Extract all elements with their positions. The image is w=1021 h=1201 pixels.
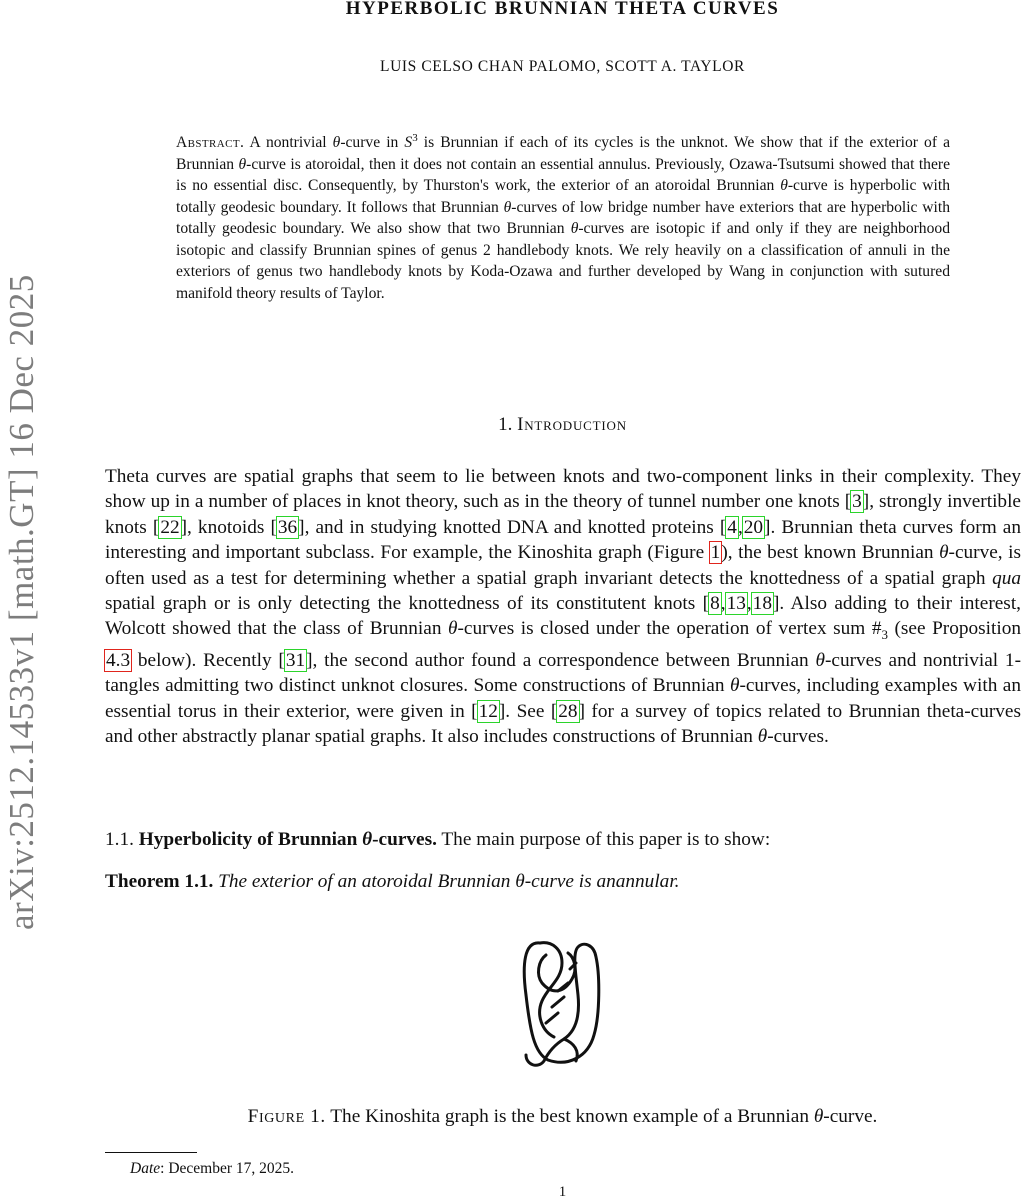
citation-link[interactable]: 3 bbox=[852, 491, 862, 513]
intro-text: , and in studying knotted DNA and knotted proteins bbox=[304, 516, 720, 538]
theta-symbol: θ bbox=[939, 542, 949, 564]
theta-symbol: θ bbox=[815, 649, 825, 671]
footnote-divider bbox=[105, 1152, 197, 1153]
intro-text: -curve, is often used as a test for determining whether a spatial graph invariant detects the knottedness of a spatial graph bbox=[105, 542, 1021, 589]
s3-symbol: S bbox=[404, 134, 413, 152]
citation-link[interactable]: 8 bbox=[710, 593, 720, 615]
s3-exponent: 3 bbox=[412, 132, 418, 144]
intro-text: , knotoids bbox=[187, 516, 271, 538]
intro-text: Theta curves are spatial graphs that seem to lie between knots and two-component links in their complexity. They show up in a number of places in knot theory, such as in the theory of tunnel number one knots bbox=[105, 466, 1021, 513]
proposition-reference-link[interactable]: 4.3 bbox=[106, 649, 131, 671]
abstract-text: -curves are isotopic if and only if they are neighborhood isotopic and classify Brunnian spines of genus 2 handlebody knots. We rely heavily on a classification of annuli in the exteriors of genus two handlebody knots by Koda-Ozawa and further developed by Wang in conjunction with sutured manifold theory results of Taylor. bbox=[176, 220, 950, 302]
page-number: 1 bbox=[558, 1184, 567, 1200]
abstract-text: -curve is atoroidal, then it does not contain an essential annulus. Previously, Ozawa-Tsutsumi showed that there is no essential disc. Consequently, by Thurston's work, the exterior of an atoroidal Brunnian bbox=[176, 155, 950, 195]
citation-link[interactable]: 22 bbox=[160, 516, 180, 538]
intro-text: . Also adding to their interest, Wolcott showed that the class of Brunnian bbox=[105, 593, 1021, 640]
subsection-hyperbolicity bbox=[105, 827, 1021, 852]
paper-title: HYPERBOLIC BRUNNIAN THETA CURVES bbox=[345, 0, 780, 19]
figure-label: Figure 1. bbox=[247, 1106, 326, 1127]
citation-link[interactable]: 18 bbox=[752, 593, 772, 615]
theta-symbol: θ bbox=[570, 220, 579, 238]
intro-text: -curves and nontrivial 1-tangles admitting two distinct unknot closures. Some constructions of Brunnian bbox=[105, 649, 1021, 697]
figure-caption bbox=[0, 1106, 1021, 1128]
theta-symbol: θ bbox=[238, 155, 247, 173]
theta-symbol: θ bbox=[515, 871, 525, 892]
theta-symbol: θ bbox=[503, 198, 512, 216]
caption-text: -curve. bbox=[823, 1106, 878, 1127]
intro-text: -curves. bbox=[767, 725, 829, 747]
theta-symbol: θ bbox=[780, 177, 788, 195]
kinoshita-inner-strand-b bbox=[539, 953, 575, 991]
intro-text: -curves is closed under the operation of vertex sum # bbox=[457, 618, 882, 640]
theta-symbol: θ bbox=[757, 725, 768, 747]
abstract-text: -curves of low bridge number have exteriors that are hyperbolic with totally geodesic boundary. We also show that two Brunnian bbox=[176, 198, 950, 238]
theorem-statement bbox=[213, 871, 679, 892]
subsection-number: 1.1. bbox=[105, 829, 134, 850]
theta-symbol: θ bbox=[729, 675, 740, 697]
subsection-title bbox=[139, 829, 437, 850]
theorem-text: The exterior of an atoroidal Brunnian bbox=[213, 871, 516, 892]
theorem-1-1 bbox=[105, 869, 1021, 894]
citation-link[interactable]: 20 bbox=[743, 516, 764, 538]
intro-text: , the second author found a correspondence between Brunnian bbox=[312, 649, 816, 671]
abstract-text: -curve is hyperbolic with totally geodesic boundary. It follows that Brunnian bbox=[176, 177, 950, 216]
abstract-text: -curve in bbox=[340, 134, 405, 152]
section-title: Introduction bbox=[517, 414, 627, 435]
abstract-text: A nontrivial bbox=[244, 134, 333, 152]
footnote-date bbox=[130, 1160, 294, 1178]
intro-text: . Brunnian theta curves form an interesting and important subclass. For example, the Kinoshita graph (Figure bbox=[105, 516, 1021, 564]
theta-symbol: θ bbox=[362, 829, 373, 850]
citation-link[interactable]: 28 bbox=[558, 700, 578, 722]
vertex-sum-subscript: 3 bbox=[881, 627, 888, 643]
arxiv-identifier-stamp: arXiv:2512.14533v1 [math.GT] 16 Dec 2025 bbox=[2, 274, 41, 930]
figure-reference-link[interactable]: 1 bbox=[710, 542, 721, 564]
abstract-text: is Brunnian if each of its cycles is the unknot. We show that if the exterior of a Brunnian bbox=[176, 134, 951, 173]
citation-link[interactable]: 12 bbox=[478, 700, 498, 722]
intro-text: spatial graph or is only detecting the knottedness of its constitutent knots bbox=[105, 593, 703, 615]
citation-link[interactable]: 13 bbox=[726, 593, 746, 615]
kinoshita-graph-figure bbox=[518, 935, 608, 1075]
theorem-label: Theorem 1.1. bbox=[105, 871, 214, 892]
theorem-text: -curve is anannular. bbox=[524, 871, 680, 892]
intro-text: for a survey of topics related to Brunnian theta-curves and other abstractly planar spatial graphs. It also includes constructions of Brunnian bbox=[105, 700, 1021, 747]
intro-text: (see Proposition bbox=[887, 618, 1021, 640]
intro-text: -curves, including examples with an essential torus in their exterior, were given in bbox=[105, 675, 1021, 722]
footnote-label: Date bbox=[130, 1160, 161, 1177]
section-heading-introduction bbox=[0, 414, 1021, 436]
theta-symbol: θ bbox=[332, 134, 341, 152]
intro-text: , strongly invertible knots bbox=[105, 491, 1021, 538]
subsection-title-text: Hyperbolicity of Brunnian bbox=[138, 829, 363, 850]
paper-authors: LUIS CELSO CHAN PALOMO, SCOTT A. TAYLOR bbox=[380, 58, 745, 75]
theta-symbol: θ bbox=[448, 618, 458, 640]
qua-emphasis: qua bbox=[992, 567, 1021, 589]
citation-link[interactable]: 4 bbox=[727, 516, 737, 538]
introduction-paragraph: Theta curves are spatial graphs that seem to lie between knots and two-component links in their complexity. They show up in a number of places in knot theory, such as in the theory of tunnel number one knots [3], strongly invertible knots [22], knotoids [36], and in studying knotted DNA and knotted proteins [4,20]. Brunnian theta curves form an interesting and important subclass. For example, the Kinoshita graph (Figure 1), the best known Brunnian θ-curve, is often used as a test for determining whether a spatial graph invariant detects the knottedness of a spatial graph qua spatial graph or is only detecting the knottedness of its constitutent knots [8,13,18]. Also adding to their interest, Wolcott showed that the class of Brunnian θ-curves is closed under the operation of vertex sum $\#_3$ (see Proposition 4.3 below). Recently [31], the second author found a correspondence between Brunnian θ-curves and nontrivial 1-tangles admitting two distinct unknot closures. Some constructions of Brunnian θ-curves, including examples with an essential torus in their exterior, were given in [12]. See [28] for a survey of topics related to Brunnian theta-curves and other abstractly planar spatial graphs. It also includes constructions of Brunnian θ-curves. bbox=[105, 466, 1021, 747]
intro-text: ), the best known Brunnian bbox=[721, 542, 940, 564]
footnote-text: : December 17, 2025. bbox=[160, 1160, 295, 1177]
citation-link[interactable]: 31 bbox=[285, 649, 306, 671]
abstract bbox=[176, 128, 950, 304]
intro-text: below). Recently bbox=[131, 649, 279, 671]
theta-symbol: θ bbox=[813, 1106, 824, 1127]
subsection-title-text: -curves. bbox=[372, 829, 437, 850]
citation-link[interactable]: 36 bbox=[277, 516, 298, 538]
section-number: 1. bbox=[498, 414, 513, 435]
subsection-text: The main purpose of this paper is to show: bbox=[436, 829, 771, 850]
caption-text: The Kinoshita graph is the best known example of a Brunnian bbox=[325, 1106, 814, 1127]
intro-text: . See bbox=[505, 700, 551, 722]
abstract-label: Abstract. bbox=[176, 134, 245, 152]
